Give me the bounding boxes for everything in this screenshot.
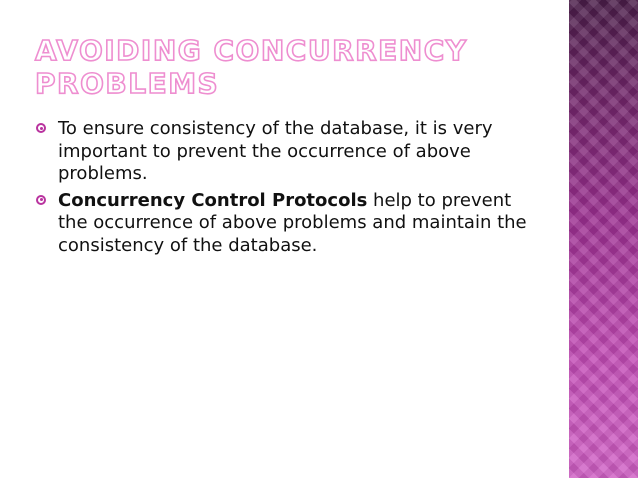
circle-bullet-icon [36, 195, 46, 205]
bullet-item-2 [36, 190, 546, 258]
bullet-bold-term: Concurrency Control Protocols [58, 189, 368, 211]
bullet-item-1 [36, 118, 546, 186]
bullet-text-2: help to prevent the occurrence of above problems and maintain the consistency of the database. [58, 189, 527, 256]
bullet-text-1: To ensure consistency of the database, it is very important to prevent the occurrence of above problems. [58, 118, 493, 184]
slide-title: AVOIDING CONCURRENCY PROBLEMS [35, 34, 468, 100]
circle-bullet-icon [36, 123, 46, 133]
bullet-list [36, 118, 546, 261]
decorative-side-band [569, 0, 638, 478]
